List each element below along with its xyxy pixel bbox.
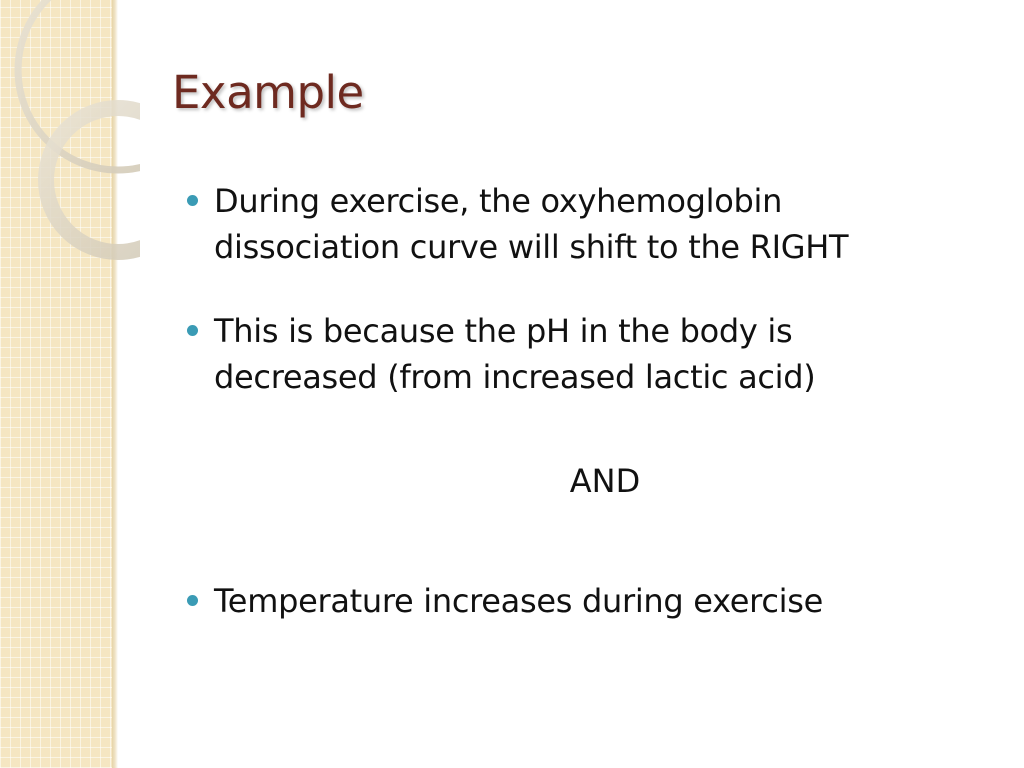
bullet-item xyxy=(186,578,996,624)
bullet-dot-icon xyxy=(187,325,198,336)
bullet-line: Temperature increases during exercise xyxy=(214,582,823,620)
slide-title: Example xyxy=(172,66,364,119)
connector-text: AND xyxy=(569,462,641,500)
bullet-dot-icon xyxy=(187,595,198,606)
bullet-line: decreased (from increased lactic acid) xyxy=(214,358,816,396)
bullet-line: During exercise, the oxyhemoglobin xyxy=(214,182,783,220)
bullet-dot-icon xyxy=(187,195,198,206)
ring-decoration-icon xyxy=(0,0,140,260)
bullet-item xyxy=(186,308,996,400)
bullet-line: This is because the pH in the body is xyxy=(214,312,793,350)
bullet-line: dissociation curve will shift to the RIGHT xyxy=(214,228,849,266)
bullet-item xyxy=(186,178,996,270)
slide-body xyxy=(186,178,996,624)
